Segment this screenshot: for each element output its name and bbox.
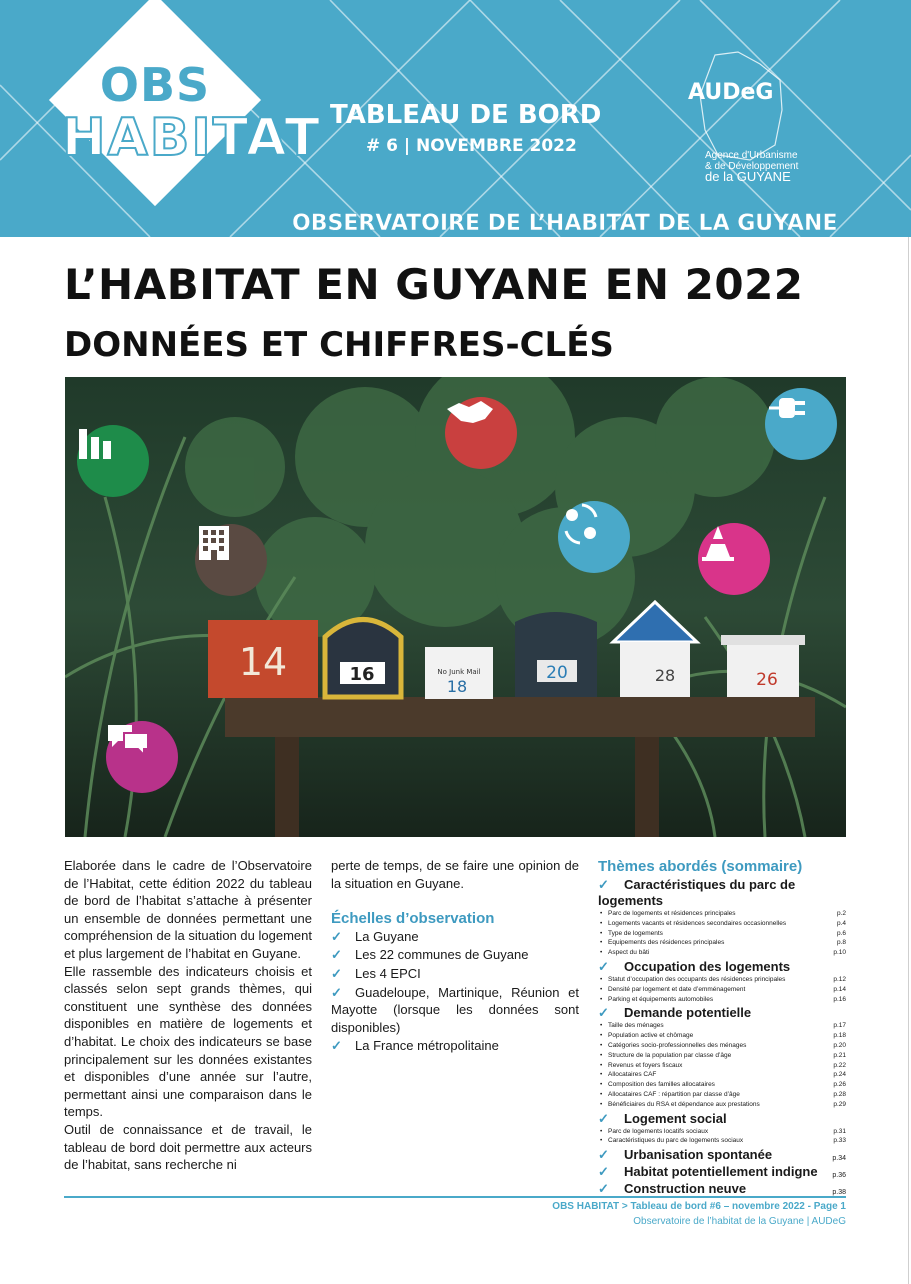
toc-item-page: p.2 xyxy=(836,910,846,917)
toc-item xyxy=(598,948,846,958)
toc-item-page: p.16 xyxy=(833,995,846,1003)
toc-item-label: Parking et équipements automobiles xyxy=(608,995,714,1003)
toc-item-label: Revenus et foyers fiscaux xyxy=(608,1061,683,1069)
toc-item xyxy=(598,1100,846,1110)
checkmark-icon: ✓ xyxy=(598,1181,609,1197)
agency-line-1: Agence d'Urbanisme xyxy=(705,150,798,161)
toc-item-label: Equipements des résidences principales xyxy=(608,939,725,947)
scales-heading: Échelles d’observation xyxy=(331,910,495,928)
toc-item xyxy=(598,1021,846,1031)
toc-item-label: Parc de logements et résidences principales xyxy=(608,910,736,917)
toc-item-page: p.29 xyxy=(833,1100,846,1108)
chat-icon xyxy=(106,721,178,793)
checkmark-icon: ✓ xyxy=(331,984,342,1000)
toc-item xyxy=(598,1127,846,1137)
toc-item-page: p.22 xyxy=(833,1061,846,1069)
toc-item xyxy=(598,1136,846,1146)
intro-column-2 xyxy=(331,857,579,1056)
issue-label: # 6 | NOVEMBRE 2022 xyxy=(366,136,577,156)
checkmark-icon: ✓ xyxy=(331,928,342,944)
checkmark-icon: ✓ xyxy=(331,965,342,981)
footer-organization: Observatoire de l’habitat de la Guyane | AUDeG xyxy=(633,1216,846,1227)
mailbox-number-2: 16 xyxy=(349,664,375,685)
toc-item xyxy=(598,1080,846,1090)
mailbox-number-4: 20 xyxy=(546,663,568,683)
toc-item-page: p.8 xyxy=(836,939,846,947)
toc-item xyxy=(598,995,846,1005)
toc-item-page: p.20 xyxy=(833,1041,846,1049)
toc-section-title: Occupation des logements xyxy=(624,958,791,974)
logo-obs: OBS xyxy=(99,58,211,112)
toc-section xyxy=(598,1181,846,1197)
cover-photo xyxy=(65,377,846,837)
toc-item-label: Statut d’occupation des occupants des résidences principales xyxy=(608,975,786,983)
toc-section-title: Urbanisation spontanée xyxy=(624,1147,773,1163)
scale-item: ✓ La France métropolitaine xyxy=(331,1038,499,1054)
toc-item-label: Parc de logements locatifs sociaux xyxy=(608,1127,709,1135)
toc-section-title: Logement social xyxy=(624,1110,727,1126)
toc-item-label: Taille des ménages xyxy=(608,1022,664,1030)
toc-section xyxy=(598,1147,846,1163)
toc-section xyxy=(598,959,846,975)
toc-page-number: p.34 xyxy=(832,1155,846,1163)
logo-habitat: HABITAT xyxy=(62,108,322,168)
toc-item-label: Caractéristiques du parc de logements sociaux xyxy=(608,1137,744,1145)
toc-section-title: Demande potentielle xyxy=(624,1005,752,1021)
audeg-logo-text: AUDeG xyxy=(688,80,774,105)
agency-line-3: de la GUYANE xyxy=(705,169,791,184)
toc-section-title: Caractéristiques du parc de logements xyxy=(598,877,796,908)
toc-page-number: p.38 xyxy=(832,1189,846,1197)
agency-line-2: & de Développement xyxy=(705,161,799,172)
toc-item-label: Densité par logement et date d’emménagement xyxy=(608,985,746,993)
intro-paragraph-3-continued: perte de temps, de se faire une opinion de la situation en Guyane. xyxy=(331,858,579,891)
mailbox-label: No Junk Mail xyxy=(437,668,481,676)
toc-item-label: Allocataires CAF xyxy=(608,1071,657,1079)
toc-sections xyxy=(598,877,846,1197)
intro-column-1 xyxy=(64,857,312,1174)
toc-item-page: p.33 xyxy=(833,1137,846,1145)
building-icon xyxy=(195,524,267,596)
toc-item xyxy=(598,1090,846,1100)
toc-item xyxy=(598,1031,846,1041)
toc-item-label: Catégories socio-professionnelles des ménages xyxy=(608,1041,747,1049)
scale-item: ✓ La Guyane xyxy=(331,928,419,944)
intro-paragraph-2: Elle rassemble des indicateurs choisis et classés selon sept grands thèmes, qui constituent une synthèse des données disponibles en matière de logements et d’habitat. Le choix des indicateurs se base principalement sur les données existantes et disponibles d’une année sur l’autre, permettant ainsi une comparaison dans le temps. xyxy=(64,963,312,1120)
mailbox-number-1: 14 xyxy=(238,640,288,684)
toc-item-label: Type de logements xyxy=(608,929,663,937)
toc-section xyxy=(598,1111,846,1127)
toc-item-page: p.10 xyxy=(833,949,846,957)
scale-item: ✓ Les 22 communes de Guyane xyxy=(331,947,529,963)
toc-item-page: p.21 xyxy=(833,1051,846,1059)
dashboard-title: TABLEAU DE BORD xyxy=(330,100,602,130)
mailbox-number-6: 26 xyxy=(756,670,778,690)
header-banner xyxy=(0,0,911,237)
mailbox-number-3: 18 xyxy=(446,677,468,696)
toc-section xyxy=(598,877,846,909)
checkmark-icon: ✓ xyxy=(598,877,609,892)
toc-section-title: Construction neuve xyxy=(624,1181,747,1197)
toc-item xyxy=(598,1070,846,1080)
exchange-icon xyxy=(558,501,630,573)
mailbox-number-5: 28 xyxy=(654,666,676,685)
traffic-cone-icon xyxy=(698,523,770,595)
checkmark-icon: ✓ xyxy=(331,1038,342,1054)
scale-item: ✓ Les 4 EPCI xyxy=(331,965,421,981)
table-of-contents xyxy=(598,858,846,1197)
toc-item-label: Population active et chômage xyxy=(608,1032,694,1040)
toc-heading: Thèmes abordés (sommaire) xyxy=(598,858,803,875)
checkmark-icon: ✓ xyxy=(598,1005,609,1021)
toc-item-page: p.17 xyxy=(833,1022,846,1030)
toc-item-page: p.28 xyxy=(833,1090,846,1098)
intro-paragraph-3: Outil de connaissance et de travail, le tableau de bord doit permettre aux acteurs de l’habitat, sans recherche ni xyxy=(64,1121,312,1173)
observatory-title: OBSERVATOIRE DE L’HABITAT DE LA GUYANE xyxy=(292,211,838,236)
toc-item-page: p.12 xyxy=(833,975,846,983)
toc-section xyxy=(598,1005,846,1021)
footer-page-info: OBS HABITAT > Tableau de bord #6 – novembre 2022 - Page 1 xyxy=(552,1201,846,1212)
toc-item xyxy=(598,1051,846,1061)
toc-item xyxy=(598,909,846,919)
toc-item-page: p.14 xyxy=(833,985,846,993)
toc-item-label: Bénéficiaires du RSA et dépendance aux prestations xyxy=(608,1100,760,1108)
checkmark-icon: ✓ xyxy=(598,1147,609,1163)
toc-item-label: Structure de la population par classe d’âge xyxy=(608,1051,732,1059)
bar-chart-icon xyxy=(77,425,149,497)
checkmark-icon: ✓ xyxy=(331,947,342,963)
toc-item-page: p.31 xyxy=(833,1127,846,1135)
checkmark-icon: ✓ xyxy=(598,1164,609,1180)
checkmark-icon: ✓ xyxy=(598,958,609,974)
toc-item-label: Allocataires CAF : répartition par classe d’âge xyxy=(608,1090,740,1098)
plug-icon xyxy=(765,388,837,460)
toc-item xyxy=(598,1041,846,1051)
toc-item xyxy=(598,938,846,948)
handshake-icon xyxy=(445,397,517,469)
toc-item-label: Aspect du bâti xyxy=(608,949,650,957)
intro-paragraph-1: Elaborée dans le cadre de l’Observatoire de l’Habitat, cette édition 2022 du tableau de bord de l’habitat s’attache à présenter un ensemble de données permettant une compréhension de la situation du logement et plus largement de l’habitat en Guyane. xyxy=(64,858,312,961)
page-title: L’HABITAT EN GUYANE EN 2022 xyxy=(64,260,804,309)
toc-item-label: Logements vacants et résidences secondaires occasionnelles xyxy=(608,919,787,927)
page-subtitle: DONNÉES ET CHIFFRES-CLÉS xyxy=(64,325,614,365)
toc-item xyxy=(598,975,846,985)
toc-item xyxy=(598,929,846,939)
toc-section xyxy=(598,1164,846,1180)
toc-item-page: p.18 xyxy=(833,1032,846,1040)
toc-section-title: Habitat potentiellement indigne xyxy=(624,1164,818,1180)
scales-list xyxy=(331,928,579,1055)
toc-item-page: p.24 xyxy=(833,1071,846,1079)
toc-item-page: p.26 xyxy=(833,1081,846,1089)
toc-page-number: p.36 xyxy=(832,1172,846,1180)
toc-item-label: Composition des familles allocataires xyxy=(608,1081,715,1089)
footer-divider xyxy=(64,1196,846,1198)
toc-item xyxy=(598,985,846,995)
scale-item: ✓ Guadeloupe, Martinique, Réunion et Mayotte (lorsque les données sont disponibles) xyxy=(331,984,579,1035)
toc-item xyxy=(598,1061,846,1071)
checkmark-icon: ✓ xyxy=(598,1110,609,1126)
toc-item-page: p.4 xyxy=(836,919,846,927)
toc-item-page: p.6 xyxy=(836,929,846,937)
toc-item xyxy=(598,919,846,929)
